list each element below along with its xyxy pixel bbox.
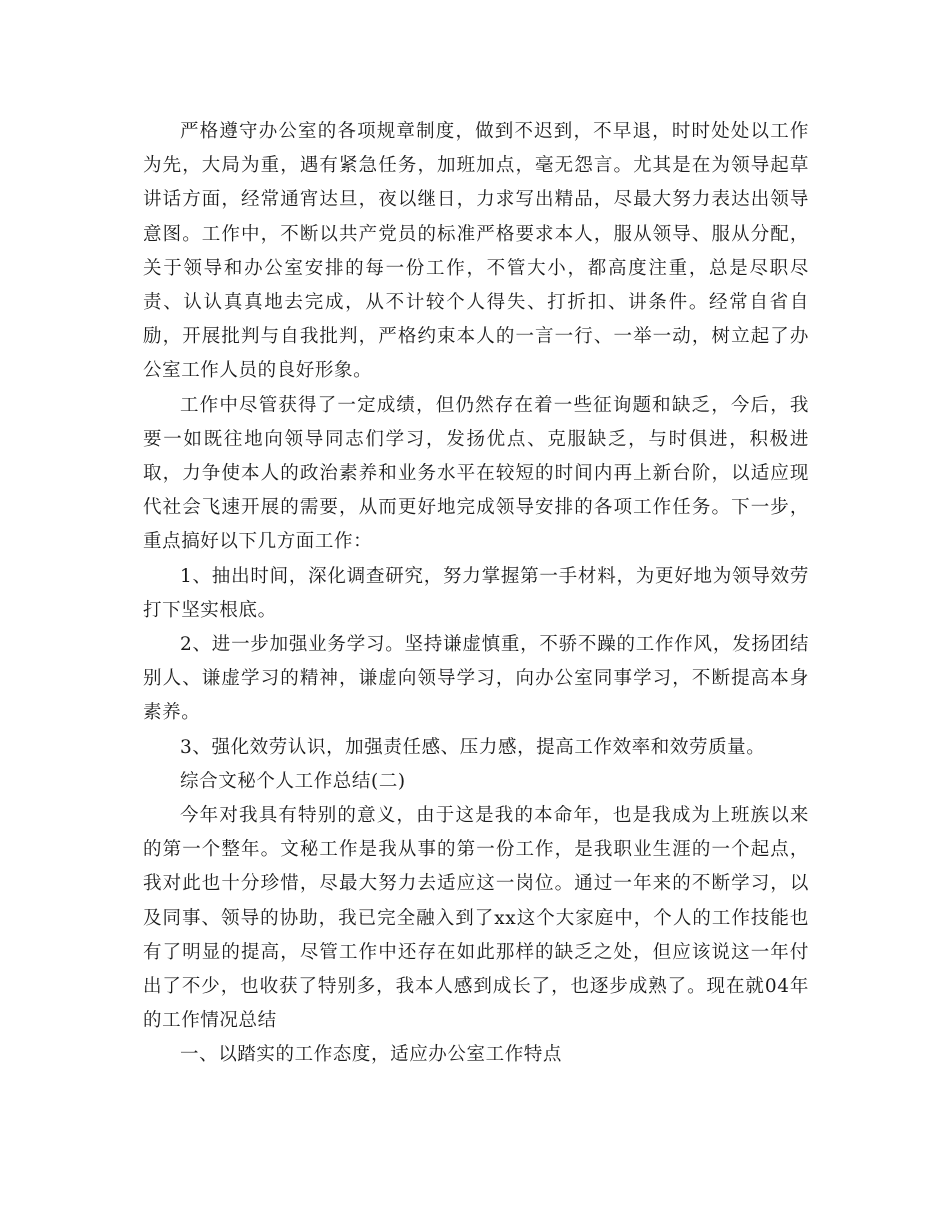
list-item-service: 3、强化效劳认识，加强责任感、压力感，提高工作效率和效劳质量。 [180,736,766,758]
paragraph-work-discipline: 严格遵守办公室的各项规章制度，做到不迟到，不早退，时时处处以工作为先，大局为重，遇有紧急任务，加班加点，毫无怨言。尤其是在为领导起草讲话方面，经常通宵达旦，夜以继日，力求写出精品，尽最大努力表达出领导意图。工作中，不断以共产党员的标准严格要求本人，服从领导、服从分配，关于领导和办公室安排的每一份工作，不管大小，都高度注重，总是尽职尽责、认认真真地去完成，从不计较个人得失、打折扣、讲条件。经常自省自励，开展批判与自我批判，严格约束本人的一言一行、一举一动，树立起了办公室工作人员的良好形象。 [143,121,809,382]
section-heading-work-attitude: 一、以踏实的工作态度，适应办公室工作特点 [180,1044,563,1066]
paragraph-shortcomings-and-plans: 工作中尽管获得了一定成绩，但仍然存在着一些征询题和缺乏，今后，我要一如既往地向领导同志们学习，发扬优点、克服缺乏，与时俱进，积极进取，力争使本人的政治素养和业务水平在较短的时间内再上新台阶，以适应现代社会飞速开展的需要，从而更好地完成领导安排的各项工作任务。下一步，重点搞好以下几方面工作： [143,394,809,553]
section-heading-summary-two: 综合文秘个人工作总结(二) [180,770,406,792]
document-body [143,115,809,1073]
paragraph-year-review: 今年对我具有特别的意义，由于这是我的本命年，也是我成为上班族以来的第一个整年。文秘工作是我从事的第一份工作，是我职业生涯的一个起点，我对此也十分珍惜，尽最大努力去适应这一岗位。通过一年来的不断学习，以及同事、领导的协助，我已完全融入到了xx这个大家庭中，个人的工作技能也有了明显的提高，尽管工作中还存在如此那样的缺乏之处，但应该说这一年付出了不少，也收获了特别多，我本人感到成长了，也逐步成熟了。现在就04年的工作情况总结 [143,805,809,1032]
list-item-study: 2、进一步加强业务学习。坚持谦虚慎重，不骄不躁的工作作风，发扬团结别人、谦虚学习的精神，谦虚向领导学习，向办公室同事学习，不断提高本身素养。 [143,634,809,724]
list-item-research: 1、抽出时间，深化调查研究，努力掌握第一手材料，为更好地为领导效劳打下坚实根底。 [143,565,809,621]
